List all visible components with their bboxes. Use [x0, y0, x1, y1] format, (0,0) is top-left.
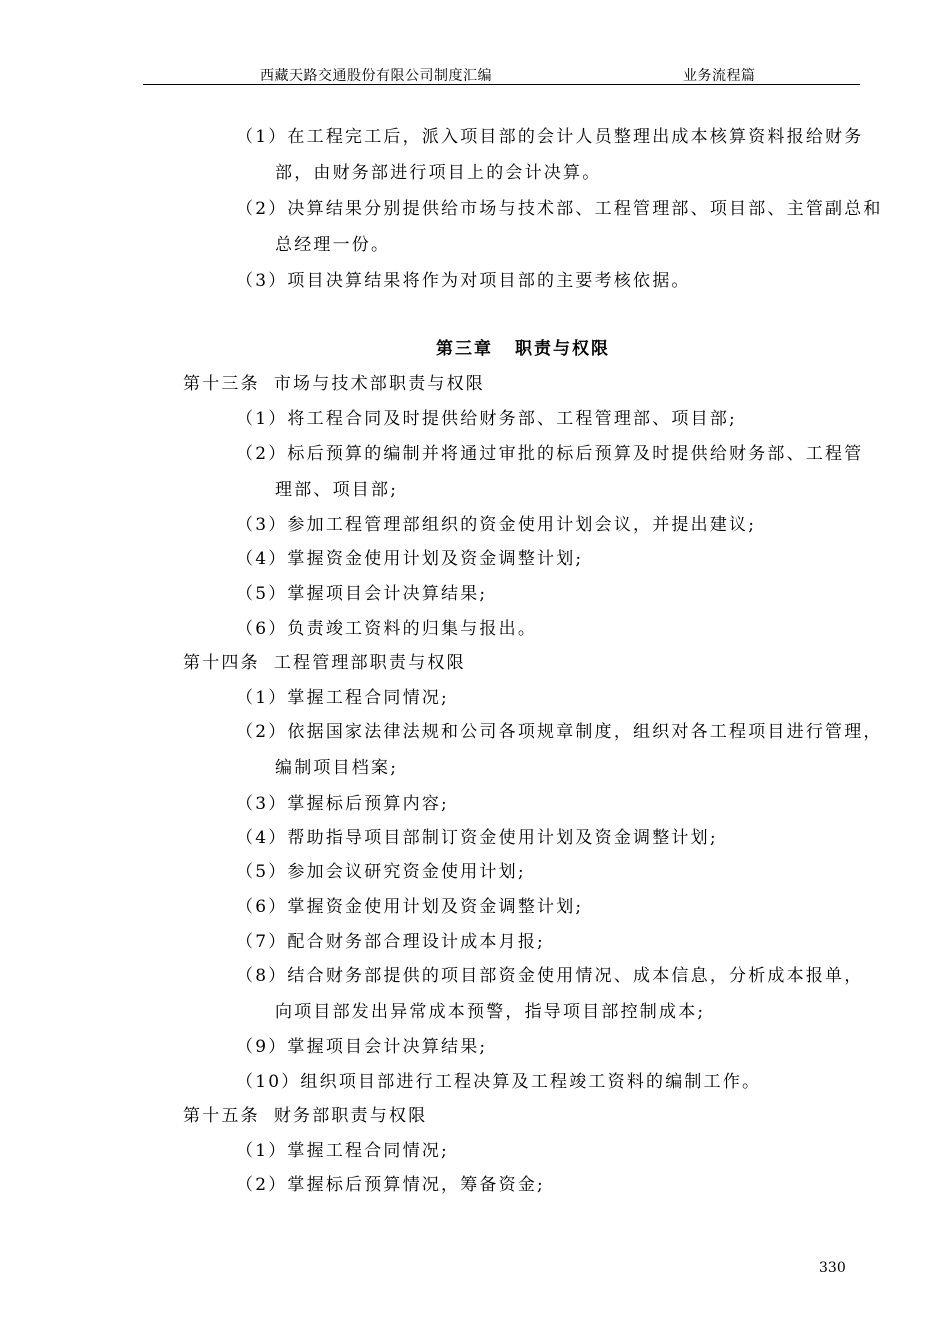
article-13-item-5: （5）掌握项目会计决算结果;: [236, 584, 488, 604]
article-13-item-1: （1）将工程合同及时提供给财务部、工程管理部、项目部;: [236, 409, 737, 429]
article-13-item-2-cont: 理部、项目部;: [275, 480, 399, 500]
article-14-item-4: （4）帮助指导项目部制订资金使用计划及资金调整计划;: [236, 828, 718, 848]
article-13-item-6: （6）负责竣工资料的归集与报出。: [236, 619, 538, 639]
header-title: 西藏天路交通股份有限公司制度汇编: [260, 68, 492, 84]
article-15-item-1: （1）掌握工程合同情况;: [236, 1141, 449, 1161]
article-13-heading: [183, 373, 485, 395]
intro-item-3: （3）项目决算结果将作为对项目部的主要考核依据。: [236, 271, 691, 291]
article-14-item-7: （7）配合财务部合理设计成本月报;: [236, 932, 545, 952]
header-section: 业务流程篇: [683, 68, 756, 84]
article-14-item-10: （10）组织项目部进行工程决算及工程竣工资料的编制工作。: [236, 1072, 762, 1092]
chapter-heading: [436, 338, 610, 360]
article-14-title: 工程管理部职责与权限: [273, 653, 466, 673]
article-13-item-2: （2）标后预算的编制并将通过审批的标后预算及时提供给财务部、工程管: [236, 444, 864, 464]
intro-item-1: （1）在工程完工后，派入项目部的会计人员整理出成本核算资料报给财务: [236, 127, 864, 147]
intro-item-1-cont: 部，由财务部进行项目上的会计决算。: [275, 163, 602, 183]
article-14-heading: [183, 652, 466, 674]
page-number: 330: [819, 1260, 846, 1276]
article-14-item-6: （6）掌握资金使用计划及资金调整计划;: [236, 897, 584, 917]
intro-item-2: （2）决算结果分别提供给市场与技术部、工程管理部、项目部、主管副总和: [236, 199, 883, 219]
article-13-item-3: （3）参加工程管理部组织的资金使用计划会议，并提出建议;: [236, 515, 757, 535]
intro-item-2-cont: 总经理一份。: [275, 235, 391, 255]
article-14-item-3: （3）掌握标后预算内容;: [236, 794, 449, 814]
article-14-item-5: （5）参加会议研究资金使用计划;: [236, 862, 526, 882]
article-14-item-8: （8）结合财务部提供的项目部资金使用情况、成本信息，分析成本报单，: [236, 966, 864, 986]
article-14-item-2: （2）依据国家法律法规和公司各项规章制度，组织对各工程项目进行管理，: [236, 722, 883, 742]
article-14-item-8-cont: 向项目部发出异常成本预警，指导项目部控制成本;: [275, 1002, 706, 1022]
article-15-item-2: （2）掌握标后预算情况，筹备资金;: [236, 1175, 545, 1195]
article-15-number: 第十五条: [183, 1106, 260, 1126]
article-13-title: 市场与技术部职责与权限: [273, 374, 486, 394]
article-14-item-2-cont: 编制项目档案;: [275, 758, 399, 778]
article-13-number: 第十三条: [183, 374, 260, 394]
article-13-item-4: （4）掌握资金使用计划及资金调整计划;: [236, 549, 584, 569]
article-15-title: 财务部职责与权限: [273, 1106, 428, 1126]
article-14-item-9: （9）掌握项目会计决算结果;: [236, 1037, 488, 1057]
chapter-title: 职责与权限: [515, 339, 610, 359]
article-15-heading: [183, 1105, 427, 1127]
article-14-item-1: （1）掌握工程合同情况;: [236, 688, 449, 708]
page-header: [143, 62, 860, 85]
chapter-number: 第三章: [436, 339, 493, 359]
article-14-number: 第十四条: [183, 653, 260, 673]
